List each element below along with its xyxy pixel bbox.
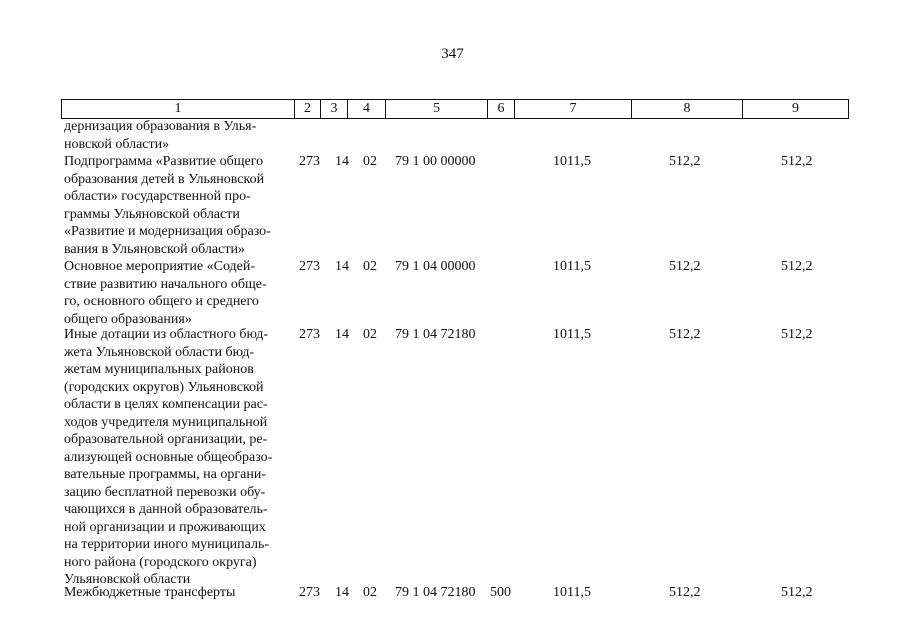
cell-amount-col8: 512,2 — [669, 259, 701, 274]
desc-line: на территории иного муниципаль- — [64, 537, 270, 552]
cell-section: 14 — [335, 585, 349, 600]
cell-target-article: 79 1 00 00000 — [395, 154, 476, 169]
desc-line: жета Ульяновской области бюд- — [64, 344, 255, 360]
desc-line: новской области» — [64, 136, 170, 152]
desc-line: Ульяновской области — [64, 572, 191, 587]
cell-subsection: 02 — [363, 585, 377, 600]
cell-ministry-code: 273 — [299, 259, 320, 274]
desc-line: Межбюджетные трансферты — [64, 585, 236, 600]
desc-line: Иные дотации из областного бюд- — [64, 327, 269, 342]
cell-amount-col9: 512,2 — [781, 585, 813, 600]
cell-amount-col9: 512,2 — [781, 327, 813, 342]
header-col-1: 1 — [174, 101, 182, 116]
cell-amount-col7: 1011,5 — [553, 259, 591, 274]
desc-line: го, основного общего и среднего — [64, 294, 259, 309]
header-col-5: 5 — [385, 100, 487, 118]
cell-amount-col8: 512,2 — [669, 585, 701, 600]
cell-subsection: 02 — [363, 327, 377, 342]
cell-ministry-code: 273 — [299, 154, 320, 169]
desc-line: ализующей основные общеобразо- — [64, 449, 273, 465]
header-col-4: 4 — [347, 100, 385, 118]
cell-expense-type: 500 — [490, 585, 511, 600]
cell-target-article: 79 1 04 72180 — [395, 585, 476, 600]
cell-amount-col7: 1011,5 — [553, 585, 591, 600]
page-number: 347 — [441, 46, 464, 62]
desc-line: области в целях компенсации рас- — [64, 397, 268, 412]
desc-line: Основное мероприятие «Содей- — [64, 259, 256, 274]
header-col-6: 6 — [487, 100, 514, 118]
desc-line: ной организации и проживающих — [64, 519, 266, 535]
cell-section: 14 — [335, 154, 349, 169]
desc-line: (городских округов) Ульяновской — [64, 379, 264, 395]
cell-amount-col9: 512,2 — [781, 259, 813, 274]
desc-line: образовательной организации, ре- — [64, 432, 268, 447]
cell-target-article: 79 1 04 00000 — [395, 259, 476, 274]
desc-line: жетам муниципальных районов — [64, 362, 254, 377]
cell-ministry-code: 273 — [299, 327, 320, 342]
desc-line: граммы Ульяновской области — [64, 206, 240, 222]
desc-line: вательные программы, на органи- — [64, 467, 266, 482]
row-description — [64, 118, 290, 153]
row-description — [64, 258, 290, 328]
cell-section: 14 — [335, 259, 349, 274]
desc-line: «Развитие и модернизация образо- — [64, 224, 271, 239]
desc-line: общего образования» — [64, 311, 192, 327]
cell-amount-col8: 512,2 — [669, 327, 701, 342]
desc-line: Подпрограмма «Развитие общего — [64, 154, 264, 169]
cell-target-article: 79 1 04 72180 — [395, 327, 476, 342]
cell-subsection: 02 — [363, 154, 377, 169]
header-col-9: 9 — [742, 100, 848, 118]
cell-amount-col7: 1011,5 — [553, 327, 591, 342]
row-description — [64, 584, 290, 602]
desc-line: ствие развитию начального обще- — [64, 276, 267, 292]
desc-line: образования детей в Ульяновской — [64, 171, 265, 187]
desc-line: ного района (городского округа) — [64, 554, 257, 570]
cell-amount-col8: 512,2 — [669, 154, 701, 169]
desc-line: чающихся в данной образователь- — [64, 502, 268, 517]
row-description — [64, 153, 290, 258]
desc-line: области» государственной про- — [64, 189, 251, 204]
cell-amount-col9: 512,2 — [781, 154, 813, 169]
desc-line: дернизация образования в Улья- — [64, 119, 257, 134]
desc-line: вания в Ульяновской области» — [64, 241, 245, 257]
cell-section: 14 — [335, 327, 349, 342]
row-description — [64, 326, 290, 589]
header-col-7: 7 — [514, 100, 631, 118]
cell-amount-col7: 1011,5 — [553, 154, 591, 169]
cell-subsection: 02 — [363, 259, 377, 274]
desc-line: ходов учредителя муниципальной — [64, 414, 268, 430]
desc-line: зацию бесплатной перевозки обу- — [64, 484, 266, 500]
header-col-8: 8 — [631, 100, 742, 118]
cell-ministry-code: 273 — [299, 585, 320, 600]
header-col-3: 3 — [320, 100, 347, 118]
header-col-2: 2 — [294, 100, 320, 118]
table-header — [61, 99, 849, 119]
